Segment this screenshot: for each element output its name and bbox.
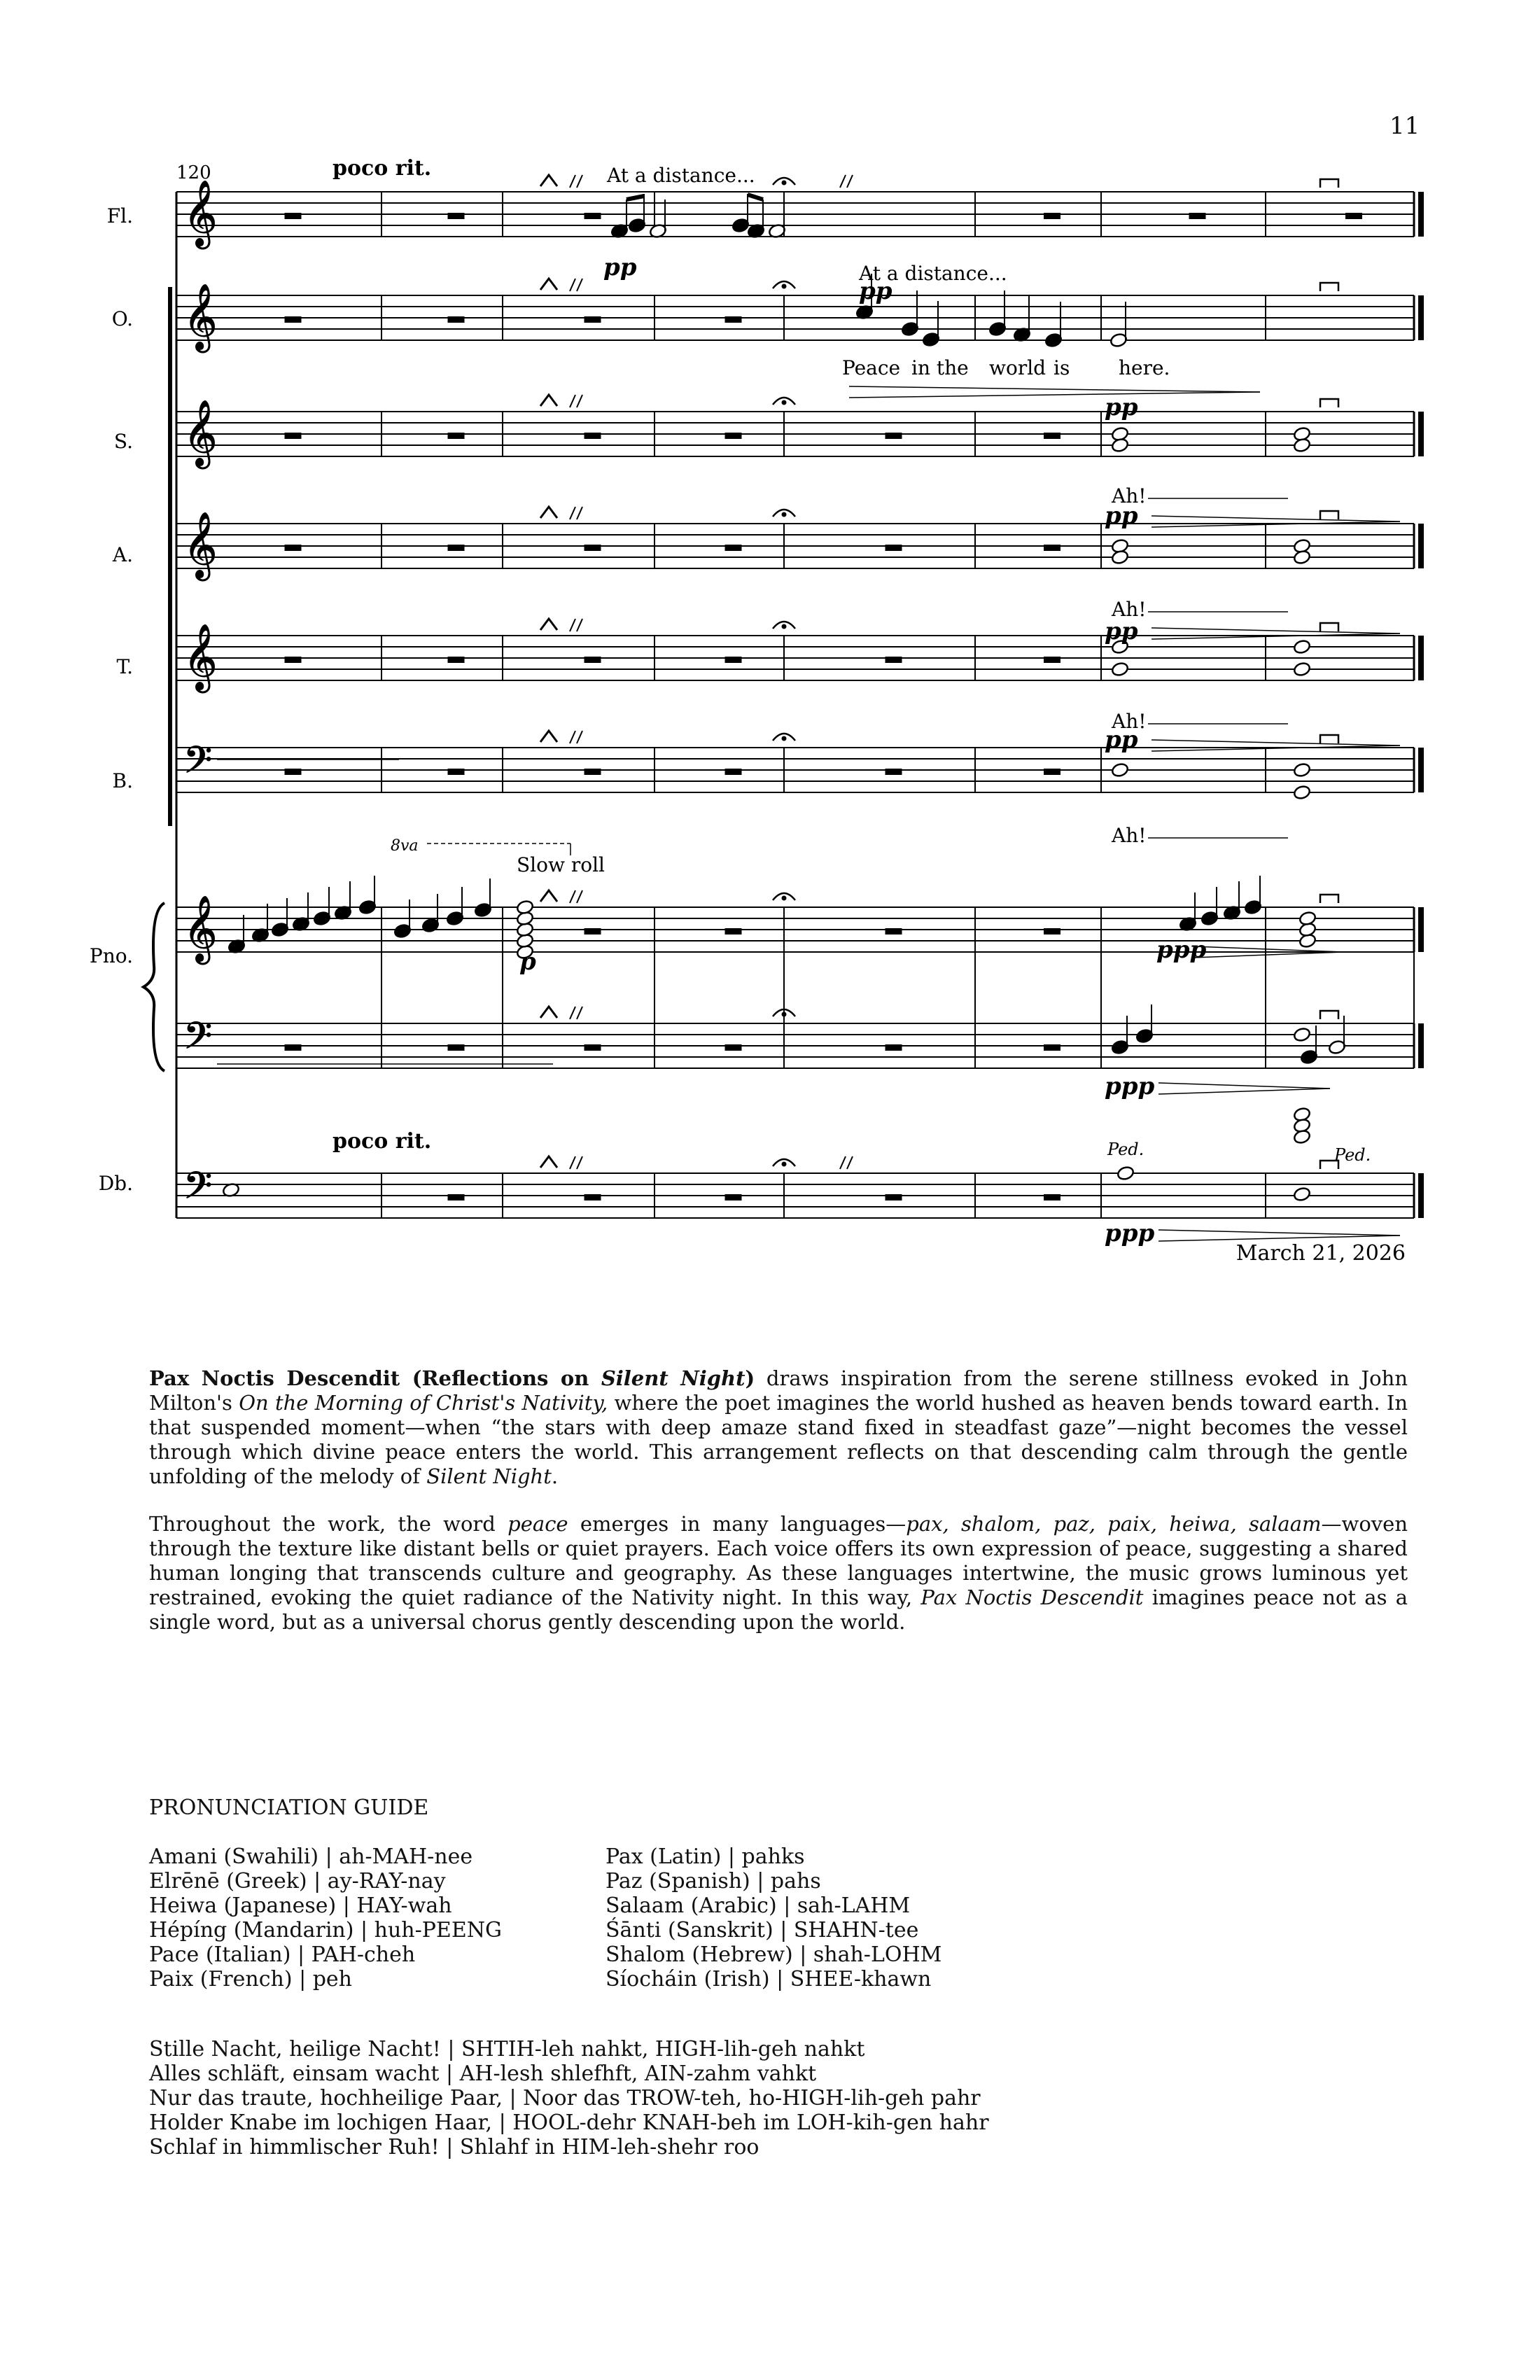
whole-rest-icon bbox=[1189, 213, 1206, 219]
whole-rest-icon bbox=[584, 657, 601, 663]
whole-rest-icon bbox=[448, 1044, 465, 1051]
pronunciation-entry: Paix (French) | peh bbox=[149, 1967, 352, 1991]
pronunciation-entry: Elrēnē (Greek) | ay-RAY-nay bbox=[149, 1869, 446, 1893]
pronunciation-entry: Śānti (Sanskrit) | SHAHN-tee bbox=[606, 1918, 919, 1942]
hairpin bbox=[1158, 1083, 1330, 1088]
whole-rest-icon bbox=[285, 433, 302, 439]
whole-rests bbox=[285, 213, 1363, 1200]
bass-clef-icon: 𝄢 bbox=[183, 1165, 213, 1217]
caesura-icon bbox=[840, 1156, 846, 1169]
marcato-icon bbox=[540, 507, 557, 518]
marcato-icon bbox=[540, 175, 557, 186]
notehead-icon bbox=[1293, 1129, 1311, 1145]
pronunciation-entry: Heiwa (Japanese) | HAY-wah bbox=[149, 1893, 452, 1918]
notehead-icon bbox=[1293, 438, 1311, 454]
notehead-icon bbox=[1293, 785, 1311, 801]
pronunciation-guide-title: PRONUNCIATION GUIDE bbox=[149, 1795, 429, 1820]
whole-rest-icon bbox=[1044, 213, 1060, 219]
dynamic-pp-alto: pp bbox=[1105, 502, 1138, 530]
oboe-expression: At a distance... bbox=[859, 262, 1007, 285]
tenor-lyric: Ah! bbox=[1112, 710, 1147, 733]
notehead-icon bbox=[1111, 662, 1129, 678]
whole-rest-icon bbox=[1044, 545, 1060, 551]
pedal-mark-1: Ped. bbox=[1107, 1140, 1144, 1159]
hairpin bbox=[1152, 740, 1400, 746]
fermata-dot bbox=[782, 1162, 786, 1166]
long-fermata-icon bbox=[1320, 399, 1338, 407]
caesura-icon bbox=[570, 619, 575, 631]
hairpin bbox=[1152, 516, 1400, 522]
caesura-icon bbox=[577, 175, 582, 188]
whole-rest-icon bbox=[886, 928, 902, 934]
caesura-icon bbox=[570, 175, 575, 188]
pronunciation-entry: Paz (Spanish) | pahs bbox=[606, 1869, 821, 1893]
notehead-icon bbox=[1293, 1027, 1311, 1043]
whole-rest-icon bbox=[886, 769, 902, 775]
program-note-1-run: Silent Night bbox=[601, 1366, 746, 1390]
oboe-lyric-5: here. bbox=[1119, 356, 1170, 379]
program-note-2-run: peace bbox=[507, 1512, 568, 1536]
notehead-icon bbox=[1293, 762, 1311, 778]
whole-rest-icon bbox=[725, 545, 742, 551]
caesura-icon bbox=[577, 890, 582, 903]
hairpin bbox=[849, 392, 1260, 398]
program-note-2-run: emerges in many languages— bbox=[568, 1512, 906, 1536]
whole-rest-icon bbox=[584, 1194, 601, 1200]
dynamic-ppp-piano-rh: ppp bbox=[1156, 936, 1207, 964]
program-note-1-run: ) bbox=[745, 1366, 755, 1390]
whole-rest-icon bbox=[886, 545, 902, 551]
caesura-icon bbox=[570, 1156, 575, 1169]
hairpin bbox=[849, 386, 1260, 392]
long-fermata-icon bbox=[1320, 179, 1338, 188]
marcato-icon bbox=[540, 1156, 557, 1168]
whole-rest-icon bbox=[725, 316, 742, 323]
fermata-dot bbox=[782, 181, 786, 185]
pronunciation-entry: Shalom (Hebrew) | shah-LOHM bbox=[606, 1942, 942, 1967]
hairpin bbox=[1158, 1230, 1400, 1236]
pronunciation-entry: Síocháin (Irish) | SHEE-khawn bbox=[606, 1967, 932, 1991]
caesura-icon bbox=[847, 175, 853, 188]
whole-rest-icon bbox=[1345, 213, 1362, 219]
whole-rest-icon bbox=[725, 433, 742, 439]
tempo-poco-rit-bass: poco rit. bbox=[332, 1129, 432, 1154]
dynamic-pp-bass: pp bbox=[1105, 726, 1138, 754]
dynamic-pp-soprano: pp bbox=[1105, 393, 1138, 421]
whole-rest-icon bbox=[725, 657, 742, 663]
fermata-dot bbox=[782, 1012, 786, 1016]
whole-rest-icon bbox=[886, 1044, 902, 1051]
whole-rest-icon bbox=[448, 433, 465, 439]
program-note-1-run: Silent Night bbox=[426, 1464, 552, 1488]
bass-clef-icon: 𝄢 bbox=[183, 1015, 213, 1067]
slow-roll-expression: Slow roll bbox=[517, 853, 606, 876]
fermata-dot bbox=[782, 284, 786, 288]
program-note-2-run: —woven through the texture like distant bells or quiet prayers. Each voice offers its own expression of peace, suggesting a shared human longing that transcends culture and geography. As these languages intertwine, the music grows luminous yet restrained, evoking the quiet radiance of the Nativity night. In this way, bbox=[149, 1512, 1408, 1609]
german-lyric-line: Stille Nacht, heilige Nacht! | SHTIH-leh nahkt, HIGH-lih-geh nahkt bbox=[149, 2037, 865, 2062]
caesura-icon bbox=[570, 1007, 575, 1019]
program-note-2-run: Throughout the work, the word bbox=[149, 1512, 508, 1536]
fermata-dot bbox=[782, 400, 786, 405]
notehead-icon bbox=[1111, 762, 1129, 778]
beam bbox=[626, 196, 644, 200]
marcato-icon bbox=[540, 619, 557, 630]
pronunciation-entry: Hépíng (Mandarin) | huh-PEENG bbox=[149, 1918, 502, 1942]
whole-rest-icon bbox=[285, 657, 302, 663]
german-lyric-line: Schlaf in himmlischer Ruh! | Shlahf in HIM-leh-shehr roo bbox=[149, 2135, 760, 2160]
caesura-icon bbox=[577, 507, 582, 519]
notehead-icon bbox=[1293, 639, 1311, 655]
oboe-lyric-4: is bbox=[1054, 356, 1070, 379]
notehead-icon bbox=[1111, 438, 1129, 454]
long-fermata-icon bbox=[1320, 735, 1338, 743]
dynamic-p-piano: p bbox=[519, 948, 536, 976]
treble-clef-icon: 𝄞 bbox=[183, 180, 218, 246]
program-note-paragraph-1 bbox=[149, 1366, 1408, 1489]
german-lyric-line: Holder Knabe im lochigen Haar, | HOOL-dehr KNAH-beh im LOH-kih-gen hahr bbox=[149, 2110, 989, 2135]
dynamic-pp-oboe: pp bbox=[859, 277, 892, 305]
whole-rest-icon bbox=[584, 433, 601, 439]
whole-rest-icon bbox=[285, 316, 302, 323]
instrument-label-bass: B. bbox=[112, 769, 133, 792]
whole-rest-icon bbox=[886, 657, 902, 663]
treble-clef-icon: 𝄞 bbox=[183, 512, 218, 578]
german-lyric-line: Alles schläft, einsam wacht | AH-lesh shlefhft, AIN-zahm vahkt bbox=[149, 2062, 817, 2086]
pronunciation-entry: Salaam (Arabic) | sah-LAHM bbox=[606, 1893, 911, 1918]
piano-brace bbox=[144, 903, 164, 1071]
caesura-icon bbox=[840, 175, 846, 188]
treble-clef-icon: 𝄞 bbox=[183, 895, 218, 962]
hairpin bbox=[1158, 1088, 1330, 1094]
measure-number: 120 bbox=[176, 162, 211, 183]
program-note-1-run: . bbox=[551, 1464, 559, 1488]
german-lyric-line: Nur das traute, hochheilige Paar, | Noor das TROW-teh, ho-HIGH-lih-geh pahr bbox=[149, 2086, 981, 2110]
composition-date: March 21, 2026 bbox=[1236, 1241, 1406, 1266]
marcato-icon bbox=[540, 890, 557, 902]
alto-lyric: Ah! bbox=[1112, 598, 1147, 621]
whole-rest-icon bbox=[584, 213, 601, 219]
whole-rest-icon bbox=[285, 545, 302, 551]
dynamic-pp-tenor: pp bbox=[1105, 617, 1138, 645]
instrument-label-alto: A. bbox=[112, 543, 133, 566]
whole-rest-icon bbox=[1044, 928, 1060, 934]
caesura-icon bbox=[847, 1156, 853, 1169]
program-note-1-run: Pax Noctis Descendit (Reflections on bbox=[149, 1366, 601, 1390]
program-note-1-run: where the poet imagines the world hushed as heaven bends toward earth. In that suspended moment—when “the stars with deep amaze stand fixed in steadfast gaze”—night becomes the vessel through which divine peace enters the world. This arrangement reflects on that descending calm through the gentle unfolding of the melody of bbox=[149, 1391, 1408, 1488]
whole-rest-icon bbox=[1044, 433, 1060, 439]
program-note-2-run: pax, shalom, paz, paix, heiwa, salaam bbox=[906, 1512, 1322, 1536]
bass-clef-icon: 𝄢 bbox=[183, 739, 213, 791]
whole-rest-icon bbox=[448, 316, 465, 323]
score-marks bbox=[183, 175, 1400, 1241]
beam bbox=[748, 195, 763, 200]
caesura-icon bbox=[570, 395, 575, 407]
long-fermata-icon bbox=[1320, 511, 1338, 519]
notehead-icon bbox=[1298, 911, 1317, 927]
whole-rest-icon bbox=[725, 1194, 742, 1200]
flute-expression: At a distance... bbox=[607, 164, 755, 187]
instrument-label-soprano: S. bbox=[113, 430, 133, 453]
fermata-dot bbox=[782, 896, 786, 900]
dynamic-pp-flute: pp bbox=[603, 253, 637, 281]
program-note-2-run: imagines peace not as a single word, but as a universal chorus gently descending upon the world. bbox=[149, 1586, 1408, 1634]
caesura-icon bbox=[577, 1156, 582, 1169]
program-note-1-run: draws inspiration from the serene stillness evoked in John Milton's bbox=[149, 1366, 1408, 1415]
hairpin bbox=[1158, 1236, 1400, 1241]
program-note-paragraph-2 bbox=[149, 1512, 1408, 1634]
whole-rest-icon bbox=[448, 657, 465, 663]
caesura-icon bbox=[570, 890, 575, 903]
instrument-label-flute: Fl. bbox=[106, 204, 133, 227]
treble-clef-icon: 𝄞 bbox=[183, 284, 218, 350]
whole-rest-icon bbox=[584, 545, 601, 551]
caesura-icon bbox=[570, 507, 575, 519]
whole-rest-icon bbox=[285, 769, 302, 775]
whole-rest-icon bbox=[448, 213, 465, 219]
hairpin bbox=[1152, 628, 1400, 634]
whole-rest-icon bbox=[285, 1044, 302, 1051]
dynamic-ppp-double-bass: ppp bbox=[1105, 1219, 1155, 1247]
long-fermata-icon bbox=[1320, 895, 1338, 903]
marcato-icon bbox=[540, 395, 557, 406]
fermata-dot bbox=[782, 512, 786, 517]
notehead-icon bbox=[1293, 1186, 1311, 1203]
notehead-icon bbox=[516, 899, 534, 916]
caesura-icon bbox=[570, 731, 575, 743]
program-note-2-run: Pax Noctis Descendit bbox=[920, 1586, 1144, 1609]
treble-clef-icon: 𝄞 bbox=[183, 624, 218, 690]
whole-rest-icon bbox=[1044, 769, 1060, 775]
whole-rest-icon bbox=[725, 769, 742, 775]
marcato-icon bbox=[540, 279, 557, 290]
oboe-lyric-2: in the bbox=[911, 356, 969, 379]
marcato-icon bbox=[540, 1007, 557, 1018]
whole-rest-icon bbox=[1044, 657, 1060, 663]
oboe-lyric-3: world bbox=[989, 356, 1046, 379]
whole-rest-icon bbox=[448, 545, 465, 551]
tempo-poco-rit-top: poco rit. bbox=[332, 156, 432, 181]
whole-rest-icon bbox=[886, 433, 902, 439]
pronunciation-entry: Pace (Italian) | PAH-cheh bbox=[149, 1942, 416, 1967]
whole-rest-icon bbox=[584, 928, 601, 934]
whole-rest-icon bbox=[584, 1044, 601, 1051]
caesura-icon bbox=[577, 731, 582, 743]
whole-rest-icon bbox=[285, 213, 302, 219]
marcato-icon bbox=[540, 731, 557, 742]
pronunciation-left-column bbox=[149, 1844, 502, 1991]
hairpin bbox=[1194, 946, 1344, 952]
whole-rest-icon bbox=[725, 928, 742, 934]
bass-lyric: Ah! bbox=[1112, 824, 1147, 847]
notehead-icon bbox=[1111, 550, 1129, 566]
long-fermata-icon bbox=[1320, 283, 1338, 291]
oboe-lyric-1: Peace bbox=[842, 356, 901, 379]
pronunciation-entry: Pax (Latin) | pahks bbox=[606, 1844, 805, 1869]
pedal-mark-2: Ped. bbox=[1334, 1145, 1371, 1165]
program-note-1-run: On the Morning of Christ's Nativity, bbox=[239, 1391, 608, 1415]
dynamic-ppp-piano-lh: ppp bbox=[1105, 1072, 1155, 1100]
fermata-dot bbox=[782, 624, 786, 629]
whole-rest-icon bbox=[584, 316, 601, 323]
long-fermata-icon bbox=[1320, 623, 1338, 631]
page-number: 11 bbox=[1390, 112, 1420, 140]
whole-rest-icon bbox=[886, 1194, 902, 1200]
notehead-icon bbox=[1293, 550, 1311, 566]
german-lyrics-guide bbox=[149, 2037, 989, 2160]
soprano-lyric: Ah! bbox=[1112, 484, 1147, 507]
caesura-icon bbox=[577, 279, 582, 291]
caesura-icon bbox=[577, 395, 582, 407]
whole-rest-icon bbox=[448, 769, 465, 775]
notehead-icon bbox=[1116, 1166, 1135, 1182]
long-fermata-icon bbox=[1320, 1011, 1338, 1019]
caesura-icon bbox=[570, 279, 575, 291]
whole-rest-icon bbox=[448, 1194, 465, 1200]
notehead-icon bbox=[1293, 662, 1311, 678]
instrument-label-tenor: T. bbox=[116, 655, 133, 678]
whole-rest-icon bbox=[1044, 1044, 1060, 1051]
whole-rest-icon bbox=[584, 769, 601, 775]
treble-clef-icon: 𝄞 bbox=[183, 400, 218, 466]
instrument-label-piano: Pno. bbox=[89, 944, 133, 967]
pronunciation-entry: Amani (Swahili) | ah-MAH-nee bbox=[149, 1844, 473, 1869]
instrument-label-double-bass: Db. bbox=[98, 1172, 133, 1195]
instrument-label-oboe: O. bbox=[111, 307, 133, 330]
whole-rest-icon bbox=[725, 1044, 742, 1051]
ottava-mark: 8va bbox=[391, 837, 419, 855]
fermata-dot bbox=[782, 736, 786, 741]
pronunciation-right-column bbox=[606, 1844, 941, 1991]
whole-rest-icon bbox=[1044, 1194, 1060, 1200]
caesura-icon bbox=[577, 619, 582, 631]
hairpin bbox=[1194, 952, 1344, 958]
caesura-icon bbox=[577, 1007, 582, 1019]
